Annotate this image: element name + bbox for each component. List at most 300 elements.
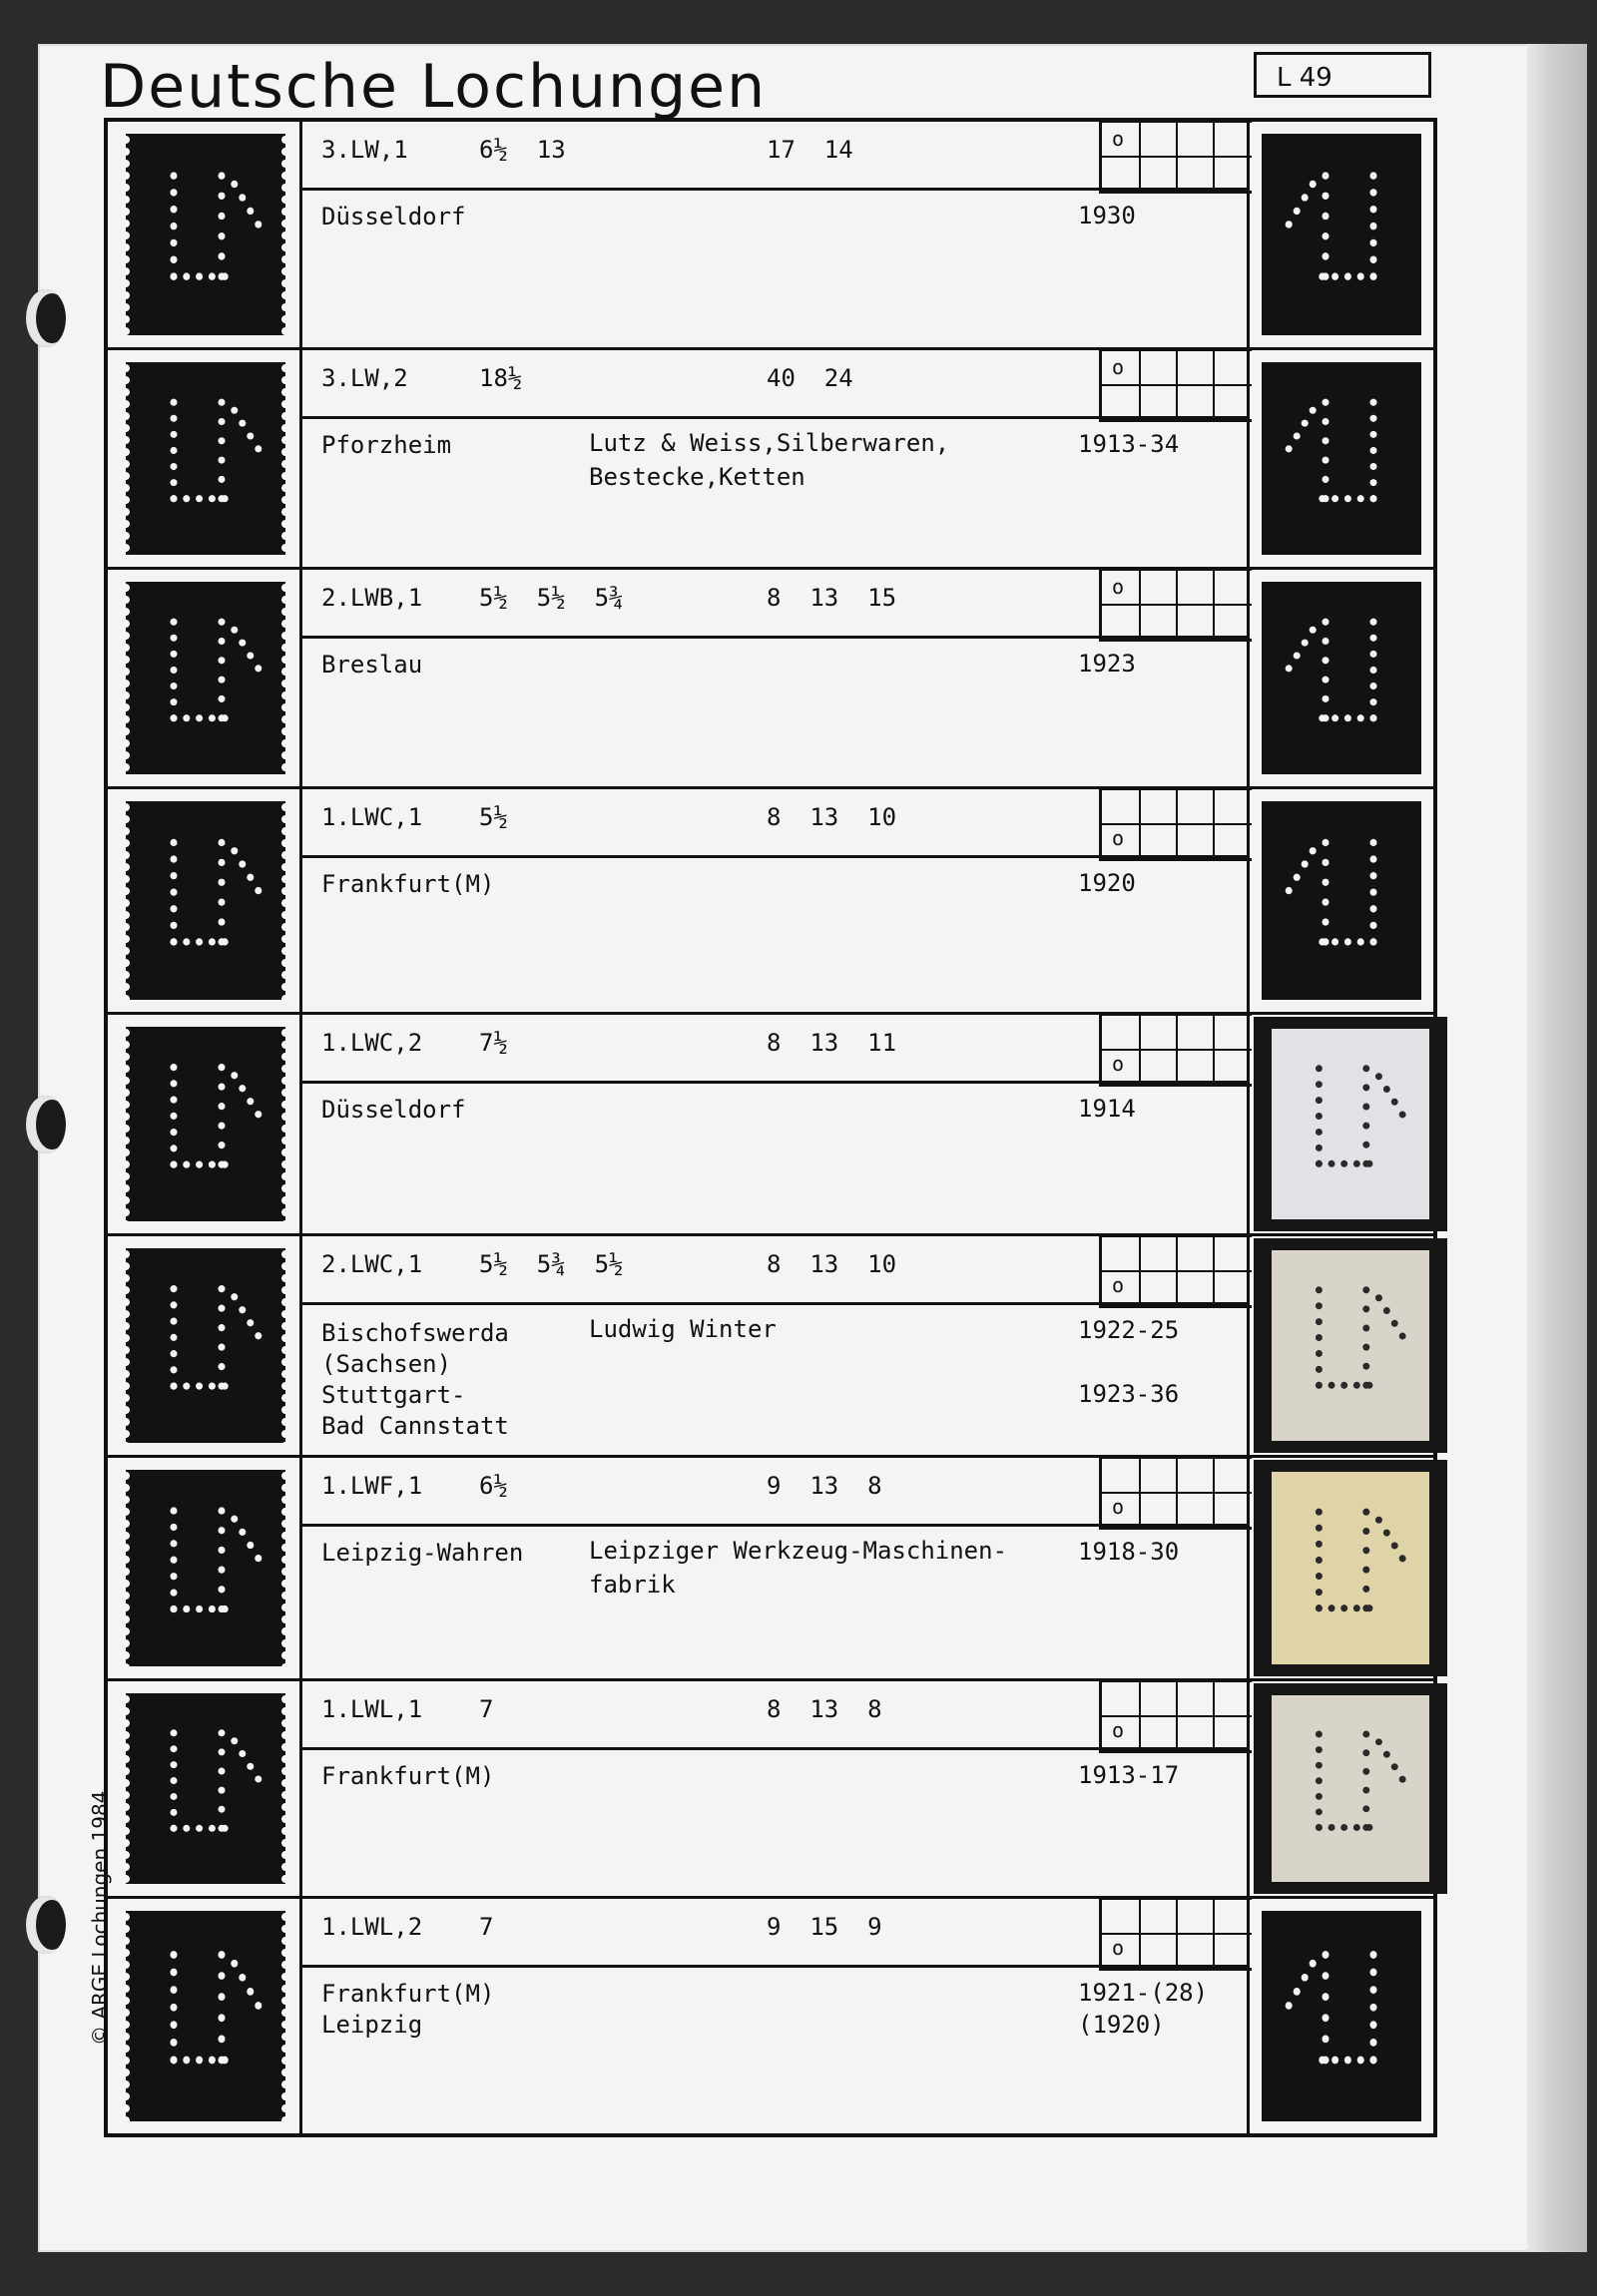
perforation-hole [1391, 1099, 1398, 1106]
perforation-hole [170, 1793, 177, 1800]
perforation-hole [1329, 1382, 1335, 1389]
perforation-hole [170, 889, 177, 896]
grid-line [1213, 351, 1215, 419]
perforation-hole [170, 1606, 177, 1612]
stamp-cell-right [1247, 1236, 1433, 1455]
perforation-hole [218, 1285, 225, 1292]
perforation-hole [218, 1972, 225, 1980]
perforation-hole [1316, 1160, 1323, 1167]
perforation-hole [1362, 1547, 1369, 1554]
perforation-hole [247, 208, 254, 215]
perforation-hole [170, 1573, 177, 1580]
perforation-hole [239, 194, 246, 201]
perforation-hole [1322, 437, 1329, 444]
grid-line [1139, 1016, 1141, 1084]
perforation-hole [1369, 889, 1376, 896]
stamp-cell-right [1247, 122, 1433, 347]
catalog-row [108, 1233, 1433, 1455]
perforation-hole [1316, 1350, 1323, 1357]
perforation-hole [1294, 652, 1301, 659]
perfin-pattern [126, 1248, 285, 1443]
perforation-hole [218, 1606, 225, 1612]
perfin-code: 1.LWL,1 [321, 1695, 423, 1723]
entry-details [299, 1681, 1250, 1896]
perforation-hole [218, 399, 225, 406]
perforation-hole [196, 714, 203, 721]
grid-line [1213, 1682, 1215, 1750]
perforation-hole [1322, 1993, 1329, 2001]
perforation-hole [218, 172, 225, 179]
perforation-hole [1399, 1555, 1406, 1562]
perfin-stamp-front [126, 134, 285, 335]
grid-line [1176, 123, 1178, 191]
perforation-hole [170, 1129, 177, 1136]
perfin-pattern-mirror [1262, 801, 1421, 1000]
perfin-code: 1.LWC,2 [321, 1029, 423, 1057]
perforation-hole [231, 1072, 238, 1079]
perfin-code: 1.LWL,2 [321, 1913, 423, 1941]
perforation-hole [1329, 1824, 1335, 1831]
stamp-cell-left [108, 570, 302, 786]
perforation-hole [1316, 1541, 1323, 1548]
perforation-hole [1331, 938, 1338, 945]
perforation-hole [218, 437, 225, 444]
perforation-hole [1294, 874, 1301, 881]
perforation-hole [1344, 938, 1351, 945]
perforation-hole [1316, 1081, 1323, 1088]
perforation-hole [1383, 1530, 1390, 1537]
perforation-hole [1322, 2035, 1329, 2043]
perforation-hole [1369, 2021, 1376, 2029]
perforation-hole [170, 172, 177, 179]
perforation-hole [1383, 1086, 1390, 1093]
perforation-hole [1316, 1525, 1323, 1532]
catalog-row [108, 1678, 1433, 1896]
perforation-hole [1316, 1762, 1323, 1769]
perforation-hole [170, 855, 177, 862]
grid-line [1176, 1016, 1178, 1084]
perforation-hole [1362, 1305, 1369, 1312]
perforation-hole [255, 887, 262, 894]
perforation-hole [170, 1777, 177, 1784]
entry-header-line [299, 1681, 1250, 1750]
perfin-pattern [126, 1027, 285, 1221]
perforation-hole [1369, 667, 1376, 674]
perforation-hole [170, 667, 177, 674]
stamp-cell-right [1247, 570, 1433, 786]
perforation-hole [170, 1986, 177, 1994]
perforation-hole [218, 272, 225, 279]
perforation-hole [1310, 181, 1317, 188]
rating-grid [1099, 1679, 1252, 1753]
catalog-row [108, 122, 1433, 347]
grid-line [1139, 1682, 1141, 1750]
place-name: Bischofswerda (Sachsen) Stuttgart- Bad Cannstatt [321, 1319, 509, 1440]
hole-sizes: 7 [479, 1913, 494, 1941]
perforation-hole [1302, 194, 1309, 201]
grid-marker: o [1112, 826, 1125, 850]
perforation-hole [1369, 272, 1376, 279]
perfin-stamp-back [1262, 134, 1421, 335]
grid-line [1213, 1237, 1215, 1305]
perforation-hole [1329, 1605, 1335, 1611]
perforation-hole [1383, 1751, 1390, 1758]
perforation-hole [218, 619, 225, 626]
perforation-hole [1322, 714, 1329, 721]
stamp-cell-left [108, 1458, 302, 1678]
stamp-photo-paper [1272, 1250, 1429, 1441]
grid-line [1176, 351, 1178, 419]
stamp-photo-paper [1272, 1472, 1429, 1664]
perforation-hole [1375, 1738, 1382, 1745]
rating-grid [1099, 568, 1252, 642]
perforation-hole [1369, 447, 1376, 454]
perfin-pattern-mirror [1262, 582, 1421, 774]
perforation-hole [170, 1080, 177, 1087]
perforation-hole [1362, 1768, 1369, 1775]
entry-header-line [299, 122, 1250, 191]
usage-years: 1913-34 [1078, 430, 1180, 458]
entry-header-line [299, 1458, 1250, 1527]
hole-counts: 8 13 8 [767, 1695, 882, 1723]
perforation-hole [170, 698, 177, 705]
perforation-hole [1322, 879, 1329, 886]
perforation-hole [1310, 627, 1317, 634]
entry-header-line [299, 1015, 1250, 1084]
place-name: Düsseldorf [321, 1096, 466, 1124]
binder-hole [26, 1896, 66, 1954]
hole-counts: 17 14 [767, 136, 853, 164]
perforation-hole [239, 420, 246, 427]
perforation-hole [170, 938, 177, 945]
perforation-hole [1383, 1307, 1390, 1314]
perforation-hole [218, 1344, 225, 1351]
catalog-row [108, 567, 1433, 786]
perforation-hole [183, 272, 190, 279]
perfin-code: 3.LW,1 [321, 136, 408, 164]
perforation-hole [218, 938, 225, 945]
perforation-hole [1362, 1103, 1369, 1110]
firm-name: Lutz & Weiss,Silberwaren, Bestecke,Ketten [589, 429, 950, 491]
perforation-hole [1310, 847, 1317, 854]
rating-grid [1099, 120, 1252, 194]
perforation-hole [1369, 1986, 1376, 1994]
perfin-stamp-front [126, 1911, 285, 2121]
stamp-photo [1254, 1460, 1447, 1676]
perforation-hole [196, 1161, 203, 1168]
binder-hole [26, 289, 66, 347]
perforation-hole [218, 495, 225, 502]
perforation-hole [170, 189, 177, 196]
grid-marker: o [1112, 355, 1125, 379]
perforation-hole [1316, 1382, 1323, 1389]
perforation-hole [1369, 172, 1376, 179]
perforation-hole [1353, 1382, 1360, 1389]
perfin-pattern-mirror [1262, 1911, 1421, 2121]
perforation-hole [1322, 619, 1329, 626]
perforation-hole [1369, 698, 1376, 705]
perforation-hole [1357, 495, 1364, 502]
perforation-hole [170, 1825, 177, 1832]
perforation-hole [255, 221, 262, 228]
perforation-hole [255, 1555, 262, 1562]
perforation-hole [218, 657, 225, 664]
perforation-hole [1369, 1951, 1376, 1959]
perforation-hole [231, 627, 238, 634]
perforation-hole [1362, 1084, 1369, 1091]
perforation-hole [1316, 1509, 1323, 1516]
perforation-hole [1322, 193, 1329, 200]
hole-counts: 8 13 11 [767, 1029, 897, 1057]
perforation-hole [1316, 1129, 1323, 1136]
perfin-stamp-back [1262, 801, 1421, 1000]
perforation-hole [218, 1123, 225, 1130]
perforation-hole [1286, 221, 1293, 228]
hole-sizes: 6½ [479, 1472, 508, 1500]
perforation-hole [1391, 1542, 1398, 1549]
perfin-stamp-back [1262, 1911, 1421, 2121]
grid-marker: o [1112, 1495, 1125, 1519]
perforation-hole [247, 652, 254, 659]
firm-name: Ludwig Winter [589, 1315, 777, 1343]
grid-line [1213, 1459, 1215, 1527]
grid-line [1139, 1459, 1141, 1527]
perforation-hole [1310, 1960, 1317, 1968]
grid-line [1213, 1016, 1215, 1084]
perforation-hole [218, 1507, 225, 1514]
stamp-cell-left [108, 350, 302, 567]
perforation-hole [1362, 1605, 1369, 1611]
stamp-cell-right [1247, 350, 1433, 567]
perforation-hole [1322, 1951, 1329, 1959]
perforation-hole [1316, 1334, 1323, 1341]
catalog-row [108, 1455, 1433, 1678]
perforation-hole [1302, 1974, 1309, 1982]
perforation-hole [247, 1542, 254, 1549]
copyright-note: © ARGE Lochungen 1984 [88, 1790, 112, 2046]
perforation-hole [170, 2021, 177, 2029]
entry-details [299, 570, 1250, 786]
perforation-hole [170, 619, 177, 626]
perforation-hole [170, 1318, 177, 1325]
perforation-hole [218, 1084, 225, 1091]
perforation-hole [1316, 1113, 1323, 1120]
perforation-hole [1369, 256, 1376, 263]
perforation-hole [218, 879, 225, 886]
perforation-hole [218, 457, 225, 464]
perfin-stamp-front [126, 1248, 285, 1443]
perfin-code: 2.LWC,1 [321, 1250, 423, 1278]
rating-grid [1099, 348, 1252, 422]
perfin-code: 2.LWB,1 [321, 584, 423, 612]
catalog-row [108, 347, 1433, 567]
perforation-hole [1362, 1324, 1369, 1331]
usage-years: 1920 [1078, 869, 1136, 897]
perforation-hole [247, 874, 254, 881]
perforation-hole [1362, 1805, 1369, 1812]
stamp-cell-left [108, 122, 302, 347]
perforation-hole [1316, 1145, 1323, 1151]
rating-grid [1099, 1897, 1252, 1971]
hole-sizes: 7 [479, 1695, 494, 1723]
grid-line [1213, 1900, 1215, 1968]
perforation-hole [170, 239, 177, 246]
stamp-cell-right [1247, 1899, 1433, 2133]
stamp-cell-left [108, 1015, 302, 1233]
perforation-hole [218, 714, 225, 721]
rating-grid [1099, 1013, 1252, 1087]
hole-sizes: 5½ 5½ 5¾ [479, 584, 624, 612]
hole-sizes: 18½ [479, 364, 523, 392]
perforation-hole [1316, 1097, 1323, 1104]
perforation-hole [1375, 1517, 1382, 1524]
usage-years: 1930 [1078, 202, 1136, 230]
perforation-hole [1316, 1777, 1323, 1784]
perfin-pattern-photo [1272, 1695, 1429, 1882]
perforation-hole [218, 2057, 225, 2065]
grid-line [1139, 351, 1141, 419]
perforation-hole [1322, 476, 1329, 483]
perfin-stamp-front [126, 1027, 285, 1221]
perforation-hole [183, 1161, 190, 1168]
perfin-pattern-photo [1272, 1029, 1429, 1219]
perfin-code: 3.LW,2 [321, 364, 408, 392]
perforation-hole [1316, 1731, 1323, 1738]
perfin-code: 1.LWF,1 [321, 1472, 423, 1500]
perforation-hole [1369, 415, 1376, 422]
perforation-hole [231, 181, 238, 188]
perforation-hole [170, 1113, 177, 1120]
perforation-hole [1369, 479, 1376, 486]
perforation-hole [1316, 1366, 1323, 1373]
perforation-hole [1322, 399, 1329, 406]
perforation-hole [1362, 1528, 1369, 1535]
perforation-hole [1353, 1605, 1360, 1611]
perforation-hole [1369, 189, 1376, 196]
perforation-hole [218, 1951, 225, 1959]
perforation-hole [1369, 399, 1376, 406]
perforation-hole [255, 1775, 262, 1782]
entry-details [299, 1458, 1250, 1678]
perfin-pattern-mirror [1262, 134, 1421, 335]
perforation-hole [1322, 859, 1329, 866]
hole-counts: 9 15 9 [767, 1913, 882, 1941]
perforation-hole [231, 847, 238, 854]
perforation-hole [170, 1745, 177, 1752]
perforation-hole [1344, 272, 1351, 279]
perforation-hole [170, 447, 177, 454]
perforation-hole [1316, 1824, 1323, 1831]
place-name: Frankfurt(M) Leipzig [321, 1980, 495, 2039]
grid-line [1176, 1900, 1178, 1968]
perforation-hole [218, 232, 225, 239]
perforation-hole [1369, 905, 1376, 912]
perforation-hole [218, 1787, 225, 1794]
rating-grid [1099, 1234, 1252, 1308]
entry-details [299, 350, 1250, 567]
perforation-hole [1357, 714, 1364, 721]
perforation-hole [170, 415, 177, 422]
rating-grid [1099, 1456, 1252, 1530]
hole-counts: 8 13 15 [767, 584, 897, 612]
perforation-hole [170, 463, 177, 470]
perforation-hole [170, 1301, 177, 1308]
perforation-hole [196, 1383, 203, 1390]
perforation-hole [218, 839, 225, 846]
stamp-cell-left [108, 789, 302, 1012]
perforation-hole [170, 1557, 177, 1564]
perforation-hole [218, 1748, 225, 1755]
perforation-hole [1399, 1111, 1406, 1118]
grid-line [1139, 571, 1141, 639]
perforation-hole [1322, 695, 1329, 702]
perforation-hole [196, 2057, 203, 2065]
perforation-hole [170, 1969, 177, 1977]
perforation-hole [183, 938, 190, 945]
rating-grid [1099, 787, 1252, 861]
hole-counts: 8 13 10 [767, 1250, 897, 1278]
perforation-hole [1362, 1509, 1369, 1516]
perforation-hole [218, 859, 225, 866]
place-name: Breslau [321, 651, 423, 679]
perforation-hole [247, 1319, 254, 1326]
perforation-hole [255, 1332, 262, 1339]
perforation-hole [170, 1951, 177, 1959]
perforation-hole [1286, 445, 1293, 452]
perforation-hole [1369, 206, 1376, 213]
usage-years: 1918-30 [1078, 1538, 1180, 1566]
page-code: L 49 [1254, 52, 1431, 98]
perforation-hole [1322, 272, 1329, 279]
perforation-hole [231, 407, 238, 414]
perforation-hole [218, 1305, 225, 1312]
perforation-hole [1362, 1065, 1369, 1072]
perforation-hole [218, 899, 225, 906]
grid-line [1213, 571, 1215, 639]
perforation-hole [1369, 635, 1376, 642]
entry-header-line [299, 570, 1250, 639]
perforation-hole [1362, 1363, 1369, 1370]
entry-header-line [299, 1236, 1250, 1305]
perforation-hole [1369, 2004, 1376, 2012]
perforation-hole [218, 193, 225, 200]
perforation-hole [1310, 407, 1317, 414]
perforation-hole [1369, 463, 1376, 470]
perforation-hole [1322, 839, 1329, 846]
perfin-pattern [126, 362, 285, 555]
perforation-hole [209, 2057, 216, 2065]
perforation-hole [170, 1161, 177, 1168]
perforation-hole [1357, 2057, 1364, 2065]
hole-counts: 8 13 10 [767, 803, 897, 831]
place-name: Düsseldorf [321, 203, 466, 230]
perforation-hole [170, 272, 177, 279]
perforation-hole [170, 839, 177, 846]
perforation-hole [1369, 938, 1376, 945]
perfin-stamp-front [126, 362, 285, 555]
perforation-hole [170, 1350, 177, 1357]
perfin-pattern [126, 1693, 285, 1884]
perforation-hole [239, 1974, 246, 1982]
perforation-hole [170, 922, 177, 929]
perforation-hole [1369, 239, 1376, 246]
perforation-hole [170, 256, 177, 263]
perforation-hole [1322, 232, 1329, 239]
perforation-hole [218, 1363, 225, 1370]
perforation-hole [218, 1142, 225, 1148]
perforation-hole [1286, 2002, 1293, 2010]
hole-sizes: 6½ 13 [479, 136, 566, 164]
